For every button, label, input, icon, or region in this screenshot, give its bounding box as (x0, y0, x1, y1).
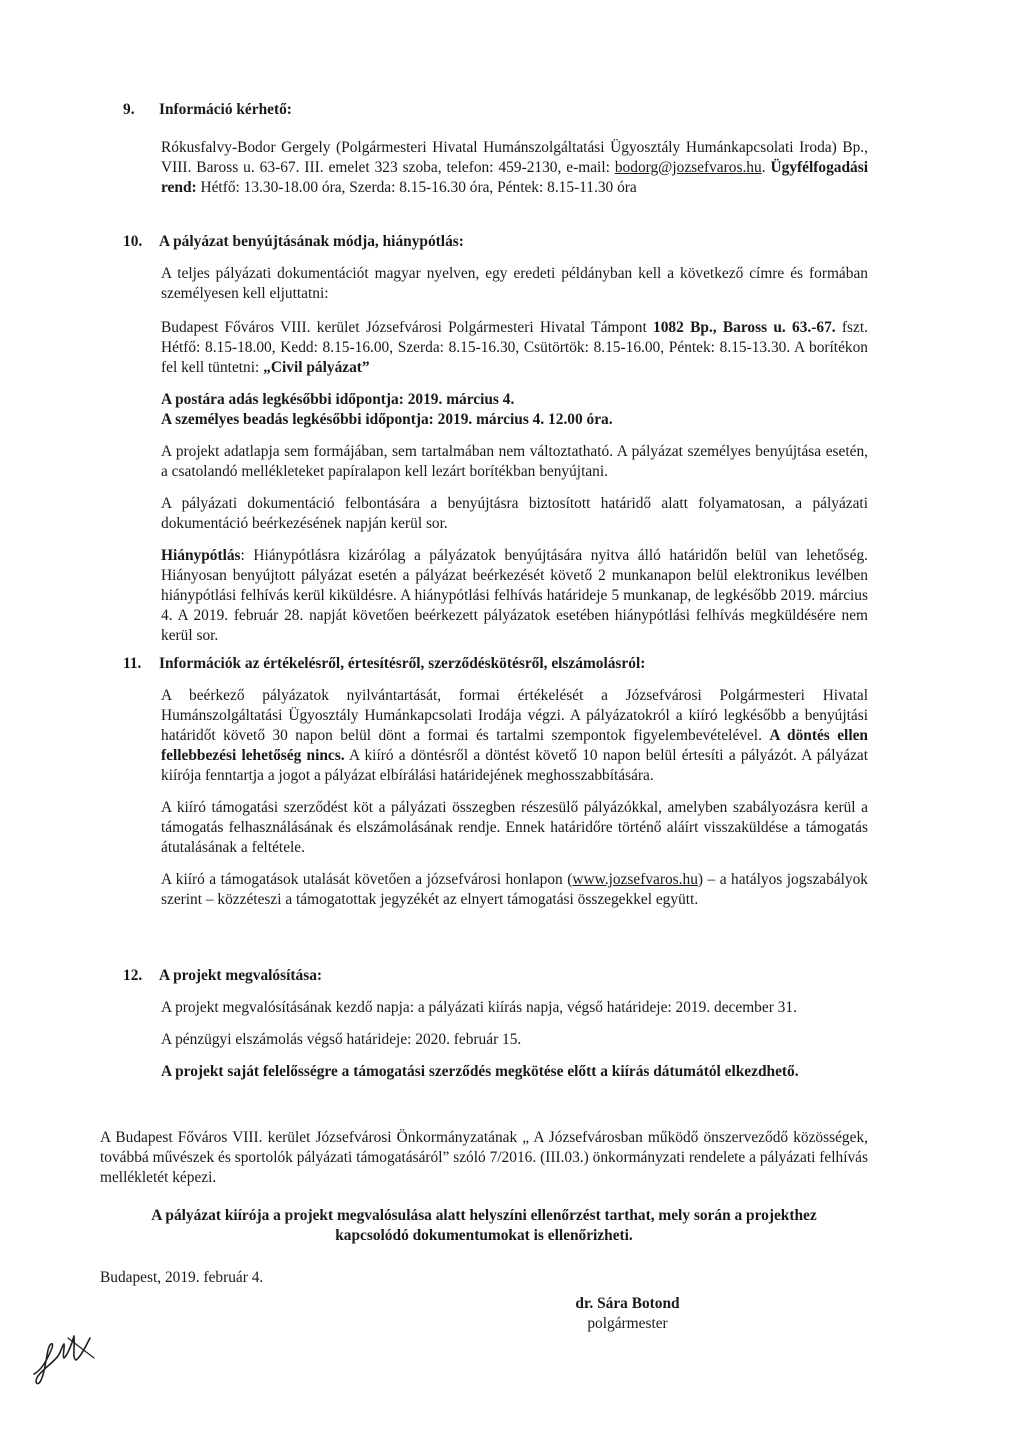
address-paragraph (161, 318, 868, 378)
publish-text: A kiíró a támogatások utalását követően a józsefvárosi honlapon ( (161, 871, 573, 888)
office-hours: Hétfő: 13.30-18.00 óra, Szerda: 8.15-16.30 óra, Péntek: 8.15-11.30 óra (196, 179, 637, 196)
signer-name: dr. Sára Botond (575, 1295, 680, 1312)
contact-paragraph (161, 138, 868, 198)
initials-signature-icon (28, 1318, 98, 1392)
personal-deadline: A személyes beadás legkésőbbi időpontja: 2019. március 4. 12.00 óra. (161, 411, 613, 428)
address-bold: 1082 Bp., Baross u. 63.-67. (653, 319, 836, 336)
paragraph: A pénzügyi elszámolás végső határideje: 2020. február 15. (161, 1031, 522, 1048)
section-title: Információk az értékelésről, értesítésről, szerződéskötésről, elszámolásról: (159, 655, 646, 672)
paragraph: A projekt adatlapja sem formájában, sem tartalmában nem változtatható. A pályázat személyes benyújtása esetén, a csatolandó mellékleteket papíralapon kell lezárt borítékban benyújtani. (161, 443, 868, 480)
section-number: 10. (123, 233, 143, 250)
missing-docs-label: Hiánypótlás (161, 547, 241, 564)
section-12-heading (123, 966, 322, 986)
section-number: 9. (123, 101, 135, 118)
section-number: 11. (123, 655, 142, 672)
section-title: A pályázat benyújtásának módja, hiánypótlás: (159, 233, 464, 250)
section-number: 12. (123, 967, 143, 984)
section-title: Információ kérhető: (159, 101, 292, 118)
regulation-paragraph: A Budapest Főváros VIII. kerület Józsefvárosi Önkormányzatának „ A Józsefvárosban működő önszerveződő közösségek, továbbá művészek és sportolók pályázati támogatásáról” szóló 7/2016. (III.03.) önkormányzati rendelete a pályázati felhívás mellékletét képezi. (100, 1129, 868, 1186)
postal-deadline: A postára adás legkésőbbi időpontja: 2019. március 4. (161, 391, 515, 408)
no-appeal-note: A döntés ellen fellebbezési lehetőség nincs. (161, 727, 868, 764)
section-12-body (161, 998, 868, 1082)
section-title: A projekt megvalósítása: (159, 967, 323, 984)
email-link[interactable]: bodorg@jozsefvaros.hu (614, 159, 762, 176)
section-10-body (161, 264, 868, 646)
section-10-heading (123, 232, 464, 252)
place-date: Budapest, 2019. február 4. (100, 1269, 264, 1286)
missing-docs-text: : Hiánypótlásra kizárólag a pályázatok benyújtására nyitva álló határidőn belül van lehetőség. Hiányosan benyújtott pályázat esetén a pályázat beérkezését követő 2 munkanapon belül elektronikus levélben hiánypótlási felhívás kerül kiküldésre. A hiánypótlási felhívás határideje 5 munkanap, de legkésőbb 2019. március 4. A 2019. február 28. napját követően beérkezett pályázatok esetében hiánypótlási felhívás megküldésére nem kerül sor. (161, 547, 868, 644)
signature-block (540, 1294, 715, 1334)
address-text: Budapest Főváros VIII. kerület Józsefvárosi Polgármesteri Hivatal Támpont (161, 319, 654, 336)
evaluation-text-2: A kiíró a döntésről a döntést követő 10 napon belül értesíti a pályázót. A pályázat kiírója fenntartja a jogot a pályázat elbírálási határidejének meghosszabbítására. (161, 747, 869, 784)
address-hours: fszt. Hétfő: 8.15-18.00, Kedd: 8.15-16.00, Szerda: 8.15-16.30, Csütörtök: 8.15-16.00, Péntek: 8.15-13.30. A borítékon fel kell tüntetni: (161, 319, 869, 376)
envelope-label: „Civil pályázat” (263, 359, 370, 376)
paragraph: A kiíró támogatási szerződést köt a pályázati összegben részesülő pályázókkal, amelyben szabályozásra kerül a támogatás felhasználásának és elszámolásának rendje. Ennek határidőre történő aláírt visszaküldése a támogatás átutalásának a feltétele. (161, 799, 868, 856)
contact-text: Rókusfalvy-Bodor Gergely (Polgármesteri Hivatal Humánszolgáltatási Ügyosztály Humánkapcsolati Iroda) Bp., VIII. Baross u. 63-67. III. emelet 323 szoba, telefon: 459-2130, e-mail: (161, 139, 868, 176)
missing-docs-paragraph (161, 546, 868, 646)
contact-sep: . (761, 159, 771, 176)
paragraph-bold: A projekt saját felelősségre a támogatási szerződés megkötése előtt a kiírás dátumától elkezdhető. (161, 1063, 799, 1080)
section-9-body (161, 138, 868, 198)
closing-section (100, 1128, 868, 1246)
paragraph: A pályázati dokumentáció felbontására a benyújtásra biztosított határidő alatt folyamatosan, a pályázati dokumentáció beérkezésének napján kerül sor. (161, 495, 868, 532)
evaluation-text: A beérkező pályázatok nyilvántartását, formai értékelését a Józsefvárosi Polgármesteri Hivatal Humánszolgáltatási Ügyosztály Humánkapcsolati Irodája végzi. A pályázatokról a kiíró legkésőbb a benyújtási határidőt követő 30 napon belül dönt a formai és tartalmi szempontok figyelembevételével. (161, 687, 868, 744)
inspection-notice: A pályázat kiírója a projekt megvalósulása alatt helyszíni ellenőrzést tarthat, mely során a projekthez kapcsolódó dokumentumokat is ellenőrizheti. (151, 1207, 817, 1244)
publish-text-2: ) – a hatályos jogszabályok szerint – közzéteszi a támogatottak jegyzékét az elnyert támogatási összegekkel együtt. (161, 871, 868, 908)
section-11-body (161, 686, 868, 910)
paragraph: A teljes pályázati dokumentációt magyar nyelven, egy eredeti példányban kell a következő címre és formában személyesen kell eljuttatni: (161, 265, 868, 302)
signer-title: polgármester (587, 1315, 668, 1332)
section-11-heading (123, 654, 645, 674)
paragraph (161, 870, 868, 910)
section-9-heading (123, 100, 292, 120)
paragraph: A projekt megvalósításának kezdő napja: a pályázati kiírás napja, végső határideje: 2019. december 31. (161, 999, 797, 1016)
paragraph (161, 686, 868, 786)
office-hours-label: Ügyfélfogadási rend: (161, 159, 868, 196)
website-link[interactable]: www.jozsefvaros.hu (572, 871, 698, 888)
